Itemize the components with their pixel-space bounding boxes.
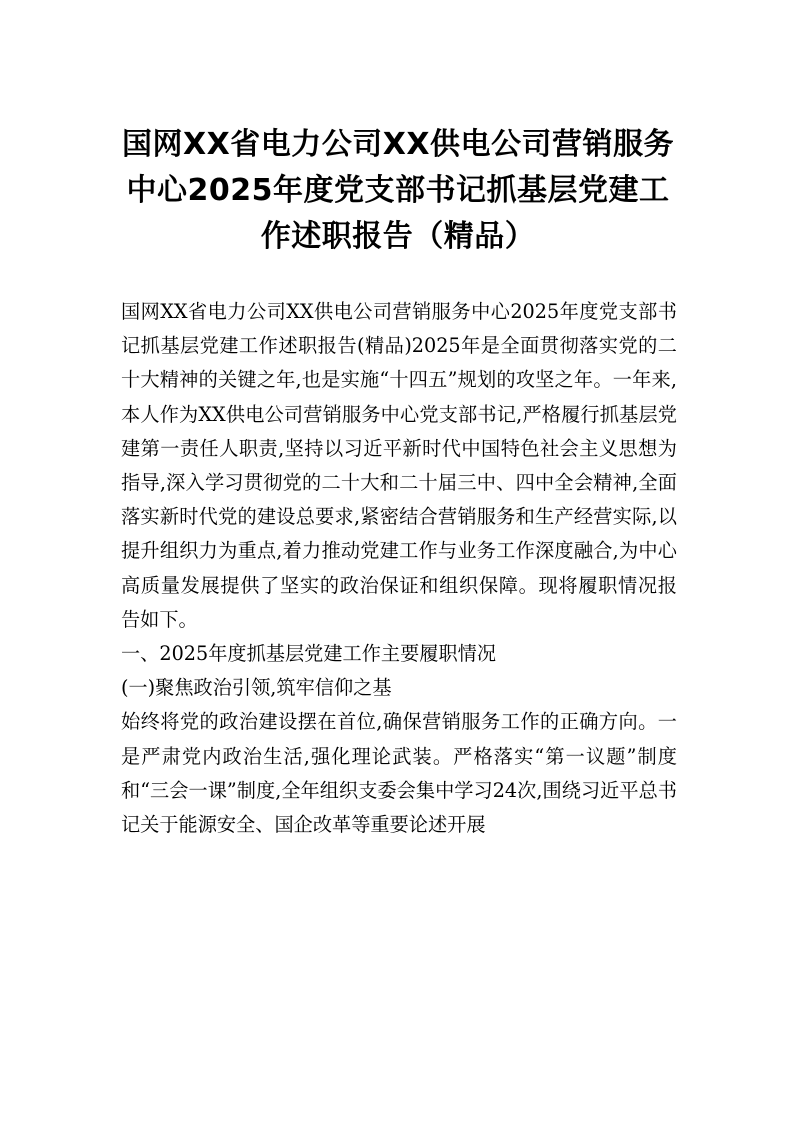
document-title: 国网XX省电力公司XX供电公司营销服务中心2025年度党支部书记抓基层党建工作述职报告（精品）	[121, 127, 675, 254]
section-heading: 一、2025年度抓基层党建工作主要履职情况	[121, 642, 497, 666]
subsection-heading: (一)聚焦政治引领,筑牢信仰之基	[121, 676, 392, 700]
document-body	[121, 295, 677, 842]
body-paragraph: 始终将党的政治建设摆在首位,确保营销服务工作的正确方向。一是严肃党内政治生活,强化理论武装。严格落实“第一议题”制度和“三会一课”制度,全年组织支委会集中学习24次,围绕习近平总书记关于能源安全、国企改革等重要论述开展	[121, 710, 677, 837]
intro-paragraph: 国网XX省电力公司XX供电公司营销服务中心2025年度党支部书记抓基层党建工作述职报告(精品)2025年是全面贯彻落实党的二十大精神的关键之年,也是实施“十四五”规划的攻坚之年。一年来,本人作为XX供电公司营销服务中心党支部书记,严格履行抓基层党建第一责任人职责,坚持以习近平新时代中国特色社会主义思想为指导,深入学习贯彻党的二十大和二十届三中、四中全会精神,全面落实新时代党的建设总要求,紧密结合营销服务和生产经营实际,以提升组织力为重点,着力推动党建工作与业务工作深度融合,为中心高质量发展提供了坚实的政治保证和组织保障。现将履职情况报告如下。	[121, 300, 677, 631]
